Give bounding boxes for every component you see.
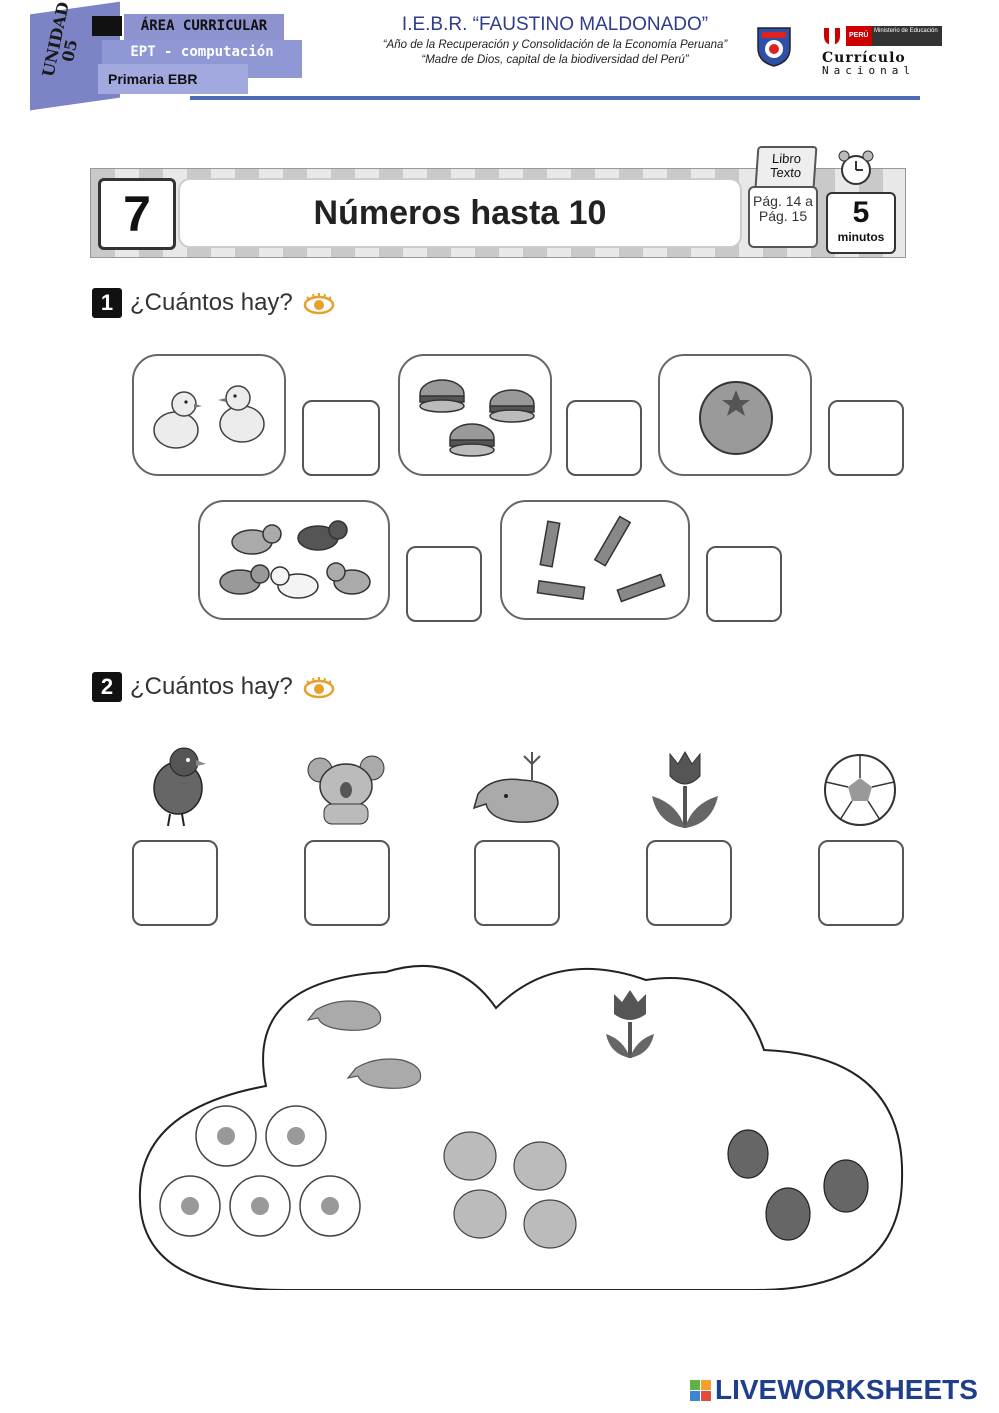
peru-label: PERÚ [849,32,869,39]
school-header [320,14,790,66]
group-dogs [198,500,390,620]
curriculum-label: Currículo [822,50,906,66]
question-1-prompt: ¿Cuántos hay? [130,289,293,316]
alarm-clock-icon [836,150,876,186]
lesson-title-box [178,178,742,248]
answer-box-hamburgers[interactable] [566,400,642,476]
koala-icon [306,750,386,828]
brand-name: LIVEWORKSHEETS [715,1374,978,1405]
peru-shield-icon [822,26,842,46]
area-label: ÁREA CURRICULAR [140,18,268,34]
header-decoration [92,16,122,36]
page-range: Pág. 14 a Pág. 15 [748,186,818,248]
soccer-ball-icon [822,752,898,828]
liveworksheets-logo [690,1374,978,1406]
answer-box-orange[interactable] [828,400,904,476]
tulip-icon [648,748,722,830]
question-2-prompt: ¿Cuántos hay? [130,673,293,700]
whale-icon [472,746,564,828]
question-1-number: 1 [92,288,122,318]
lesson-title: Números hasta 10 [313,194,607,232]
level-label: Primaria EBR [108,71,198,87]
pencil-icon [502,502,688,618]
answer-box-pencils[interactable] [706,546,782,622]
answer-box-dogs[interactable] [406,546,482,622]
answer-box-birds[interactable] [132,840,218,926]
question-2 [92,672,335,702]
question-1 [92,288,335,318]
header-divider [190,96,920,100]
textbook-badge [755,146,818,188]
eye-icon [303,291,335,315]
eye-icon [303,675,335,699]
ministry-label: Ministerio de Educación [874,28,938,34]
dog-icon [200,502,388,618]
chick-icon [134,356,284,474]
motto-line-1: “Año de la Recuperación y Consolidación de la Economía Peruana” [382,39,728,51]
counting-cloud [136,960,906,1290]
minutes-label: minutos [837,230,885,244]
time-box [826,192,896,254]
school-name: I.E.B.R. “FAUSTINO MALDONADO” [401,14,709,35]
brand-grid-icon [690,1380,711,1401]
answer-box-balls[interactable] [818,840,904,926]
answer-box-whales[interactable] [474,840,560,926]
answer-box-koalas[interactable] [304,840,390,926]
curriculum-sub-label: Nacional [822,64,915,77]
group-orange [658,354,812,476]
motto-line-2: “Madre de Dios, capital de la biodiversidad del Perú” [421,54,689,66]
unit-label: UNIDAD 05 [38,0,82,79]
ministry-box [872,26,942,46]
lesson-number: 7 [123,186,151,242]
orange-icon [660,356,810,474]
group-pencils [500,500,690,620]
course-label: EPT - computación [130,44,274,60]
minutes-value: 5 [852,196,870,229]
answer-box-tulips[interactable] [646,840,732,926]
lesson-number-box [98,178,176,250]
answer-box-chicks[interactable] [302,400,380,476]
school-crest-icon [752,24,796,68]
hamburger-icon [400,356,550,474]
bird-icon [140,740,214,830]
group-hamburgers [398,354,552,476]
question-2-number: 2 [92,672,122,702]
group-chicks [132,354,286,476]
textbook-label: Libro Texto [769,151,802,180]
